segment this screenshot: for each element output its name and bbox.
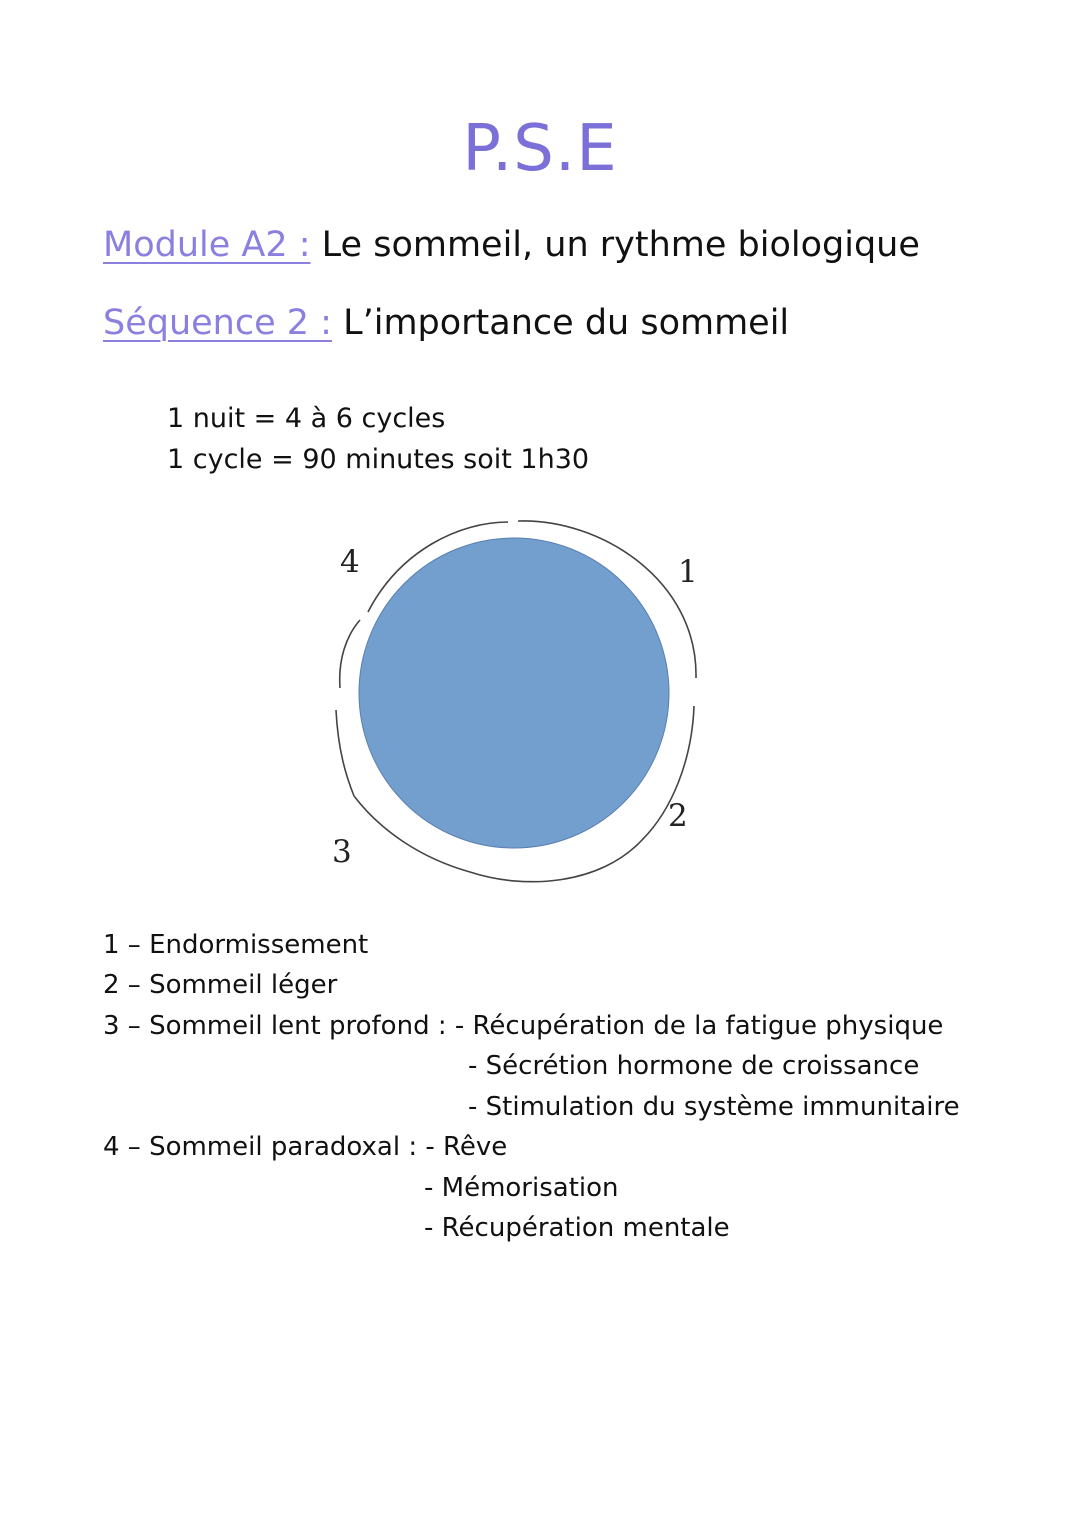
sequence-label: Séquence 2 : [103, 303, 332, 343]
cycle-night-line: 1 nuit = 4 à 6 cycles [167, 403, 446, 434]
phase-4-bullet-2: - Mémorisation [424, 1173, 619, 1203]
phase-3-bullet-2: - Sécrétion hormone de croissance [468, 1051, 920, 1081]
sequence-text: L’importance du sommeil [343, 303, 790, 343]
phase-3: 3 – Sommeil lent profond : - Récupération de la fatigue physique [103, 1011, 944, 1041]
sleep-cycle-diagram [320, 510, 720, 900]
phase-4-bullet-3: - Récupération mentale [424, 1213, 730, 1243]
phase-2: 2 – Sommeil léger [103, 970, 338, 1000]
module-heading [103, 225, 920, 265]
stage-number-3: 3 [332, 834, 352, 870]
cycle-ring-arc-left [340, 620, 360, 688]
cycle-ring-arc-lower-left [336, 710, 354, 796]
module-label: Module A2 : [103, 225, 311, 265]
sequence-heading [103, 303, 789, 343]
phase-3-bullet-3: - Stimulation du système immunitaire [468, 1092, 960, 1122]
stage-number-4: 4 [340, 544, 360, 580]
phase-1: 1 – Endormissement [103, 930, 369, 960]
phase-4: 4 – Sommeil paradoxal : - Rêve [103, 1132, 508, 1162]
module-text: Le sommeil, un rythme biologique [321, 225, 920, 265]
stage-number-2: 2 [668, 798, 688, 834]
cycle-duration-line: 1 cycle = 90 minutes soit 1h30 [167, 444, 590, 475]
page-title: P.S.E [462, 112, 618, 186]
cycle-circle [359, 538, 669, 848]
stage-number-1: 1 [678, 554, 698, 590]
